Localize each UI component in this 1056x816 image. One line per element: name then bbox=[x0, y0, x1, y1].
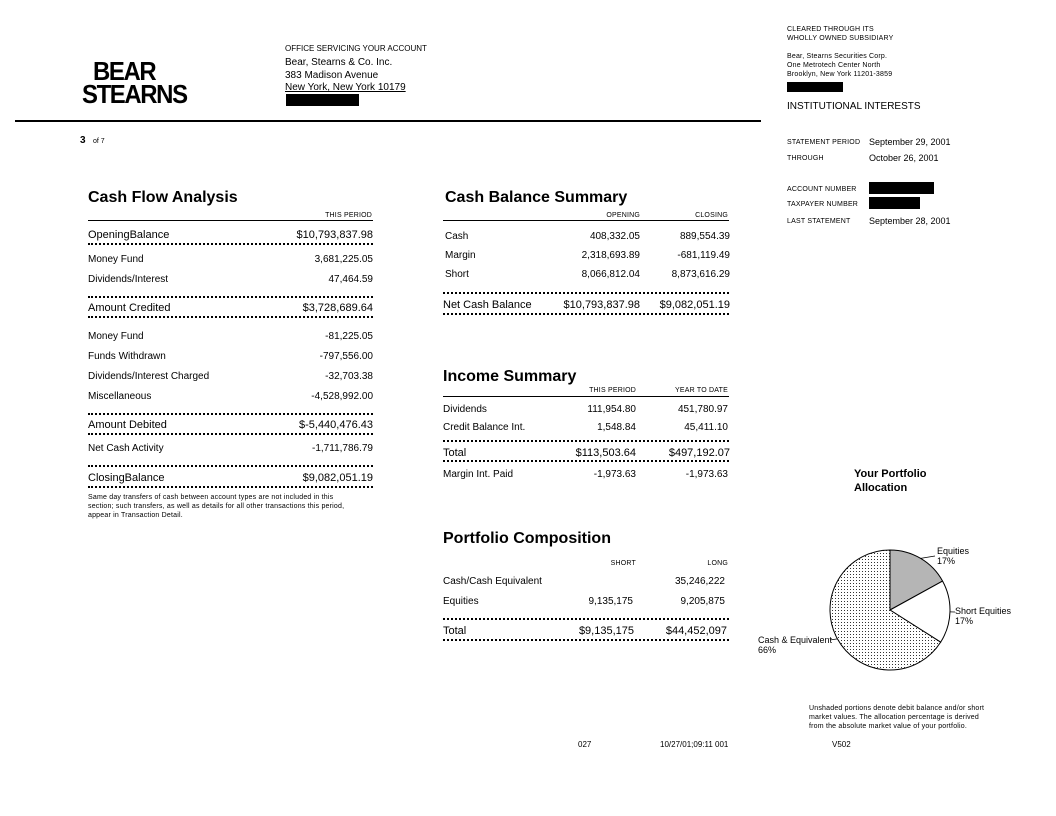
office-heading: OFFICE SERVICING YOUR ACCOUNT bbox=[285, 44, 427, 53]
page-current: 3 bbox=[80, 135, 86, 146]
clearing-name: Bear, Stearns Securities Corp. bbox=[787, 53, 888, 60]
pie-leader-line bbox=[921, 556, 935, 558]
cash-flow-value: 3,681,225.05 bbox=[314, 254, 373, 265]
cash-flow-value: -81,225.05 bbox=[325, 331, 373, 342]
portfolio-label: Equities bbox=[443, 596, 479, 607]
office-city: New York, New York 10179 bbox=[285, 82, 406, 93]
through-label: THROUGH bbox=[787, 155, 824, 162]
footer-timestamp: 10/27/01;09:11 001 bbox=[660, 740, 729, 749]
cash-flow-value: -797,556.00 bbox=[319, 351, 373, 362]
income-period: 1,548.84 bbox=[597, 422, 636, 433]
through-value: October 26, 2001 bbox=[869, 153, 939, 163]
cash-flow-label: ClosingBalance bbox=[88, 472, 165, 484]
note-line: Unshaded portions denote debit balance and/or short bbox=[809, 705, 985, 712]
cash-flow-value: 47,464.59 bbox=[328, 274, 373, 285]
portfolio-title: Portfolio Composition bbox=[443, 530, 611, 547]
page-total: of 7 bbox=[93, 138, 105, 145]
cash-flow-label: Amount Debited bbox=[88, 419, 167, 431]
legend-name: Equities bbox=[937, 546, 970, 556]
cash-flow-label: Dividends/Interest bbox=[88, 274, 169, 285]
cash-balance-closing: $9,082,051.19 bbox=[659, 299, 730, 311]
income-label: Margin Int. Paid bbox=[443, 469, 514, 480]
note-line: from the absolute market value of your portfolio. bbox=[809, 723, 968, 730]
income-col-ytd: YEAR TO DATE bbox=[675, 387, 728, 394]
cash-balance-title: Cash Balance Summary bbox=[445, 189, 628, 206]
allocation-title-line: Your Portfolio bbox=[854, 468, 927, 480]
last-statement-value: September 28, 2001 bbox=[869, 216, 951, 226]
cash-flow-label: Amount Credited bbox=[88, 302, 171, 314]
last-statement-label: LAST STATEMENT bbox=[787, 218, 851, 225]
cash-balance-opening: 2,318,693.89 bbox=[581, 250, 640, 261]
cash-flow-value: $3,728,689.64 bbox=[302, 302, 373, 314]
cash-flow-label: Dividends/Interest Charged bbox=[88, 371, 210, 382]
cash-balance-label: Margin bbox=[445, 250, 476, 261]
income-ytd: 451,780.97 bbox=[677, 404, 728, 415]
account-number-label: ACCOUNT NUMBER bbox=[787, 186, 857, 193]
allocation-title-line: Allocation bbox=[854, 482, 908, 494]
cash-flow-value: -4,528,992.00 bbox=[311, 391, 373, 402]
taxpayer-number-label: TAXPAYER NUMBER bbox=[787, 201, 859, 208]
cash-balance-closing: 889,554.39 bbox=[679, 231, 730, 242]
income-col-period: THIS PERIOD bbox=[589, 387, 636, 394]
clearing-line-2: WHOLLY OWNED SUBSIDIARY bbox=[787, 35, 894, 42]
cash-balance-closing: -681,119.49 bbox=[677, 250, 730, 261]
income-title: Income Summary bbox=[443, 368, 577, 385]
cash-flow-label: Miscellaneous bbox=[88, 391, 152, 402]
income-period: 111,954.80 bbox=[587, 404, 636, 415]
cash-flow-title: Cash Flow Analysis bbox=[88, 189, 238, 206]
legend-cash-equivalent bbox=[758, 635, 832, 655]
income-ytd: -1,973.63 bbox=[685, 469, 728, 480]
cash-balance-label: Net Cash Balance bbox=[443, 299, 532, 311]
office-name: Bear, Stearns & Co. Inc. bbox=[285, 57, 393, 68]
cash-flow-value: -32,703.38 bbox=[325, 371, 373, 382]
legend-name: Short Equities bbox=[955, 606, 1012, 616]
income-label: Credit Balance Int. bbox=[443, 422, 526, 433]
cash-flow-value: -1,711,786.79 bbox=[312, 443, 373, 454]
cash-balance-closing: 8,873,616.29 bbox=[671, 269, 730, 280]
footer-code: 027 bbox=[578, 740, 592, 749]
account-type: INSTITUTIONAL INTERESTS bbox=[787, 101, 921, 112]
cash-flow-label: Money Fund bbox=[88, 331, 144, 342]
income-period: $113,503.64 bbox=[575, 447, 636, 459]
cash-balance-label: Short bbox=[445, 269, 469, 280]
portfolio-long: 35,246,222 bbox=[674, 576, 725, 587]
footer-version: V502 bbox=[832, 740, 851, 749]
clearing-city: Brooklyn, New York 11201-3859 bbox=[787, 71, 893, 78]
office-street: 383 Madison Avenue bbox=[285, 70, 379, 81]
cash-flow-label: Net Cash Activity bbox=[88, 443, 164, 454]
portfolio-short: 9,135,175 bbox=[588, 596, 633, 607]
logo-line-1: BEAR bbox=[93, 56, 156, 86]
cash-balance-col-opening: OPENING bbox=[606, 212, 640, 219]
portfolio-col-long: LONG bbox=[707, 560, 728, 567]
cash-balance-col-closing: CLOSING bbox=[695, 212, 728, 219]
cash-balance-opening: $10,793,837.98 bbox=[563, 299, 640, 311]
income-label: Total bbox=[443, 447, 467, 459]
cash-flow-label: Money Fund bbox=[88, 254, 144, 265]
legend-name: Cash & Equivalent bbox=[758, 635, 833, 645]
cash-balance-label: Cash bbox=[445, 231, 469, 242]
legend-short-equities bbox=[955, 606, 1011, 626]
cash-flow-label: Funds Withdrawn bbox=[88, 351, 166, 362]
portfolio-label: Cash/Cash Equivalent bbox=[443, 576, 542, 587]
income-label: Dividends bbox=[443, 404, 487, 415]
note-line: appear in Transaction Detail. bbox=[88, 512, 183, 519]
cash-flow-col-header: THIS PERIOD bbox=[325, 212, 372, 219]
cash-balance-opening: 408,332.05 bbox=[589, 231, 640, 242]
note-line: Same day transfers of cash between account types are not included in this bbox=[88, 494, 334, 501]
note-line: market values. The allocation percentage is derived bbox=[809, 714, 979, 721]
portfolio-long: 9,205,875 bbox=[680, 596, 725, 607]
income-period: -1,973.63 bbox=[593, 469, 636, 480]
cash-flow-value: $-5,440,476.43 bbox=[298, 419, 373, 431]
portfolio-label: Total bbox=[443, 625, 467, 637]
logo-line-2: STEARNS bbox=[82, 79, 187, 109]
statement-period-label: STATEMENT PERIOD bbox=[787, 139, 861, 146]
cash-balance-opening: 8,066,812.04 bbox=[581, 269, 640, 280]
cash-flow-value: $9,082,051.19 bbox=[302, 472, 373, 484]
clearing-street: One Metrotech Center North bbox=[787, 62, 881, 69]
note-line: section; such transfers, as well as details for all other transactions this period, bbox=[88, 503, 345, 510]
statement-period-value: September 29, 2001 bbox=[869, 137, 951, 147]
cash-flow-value: $10,793,837.98 bbox=[296, 229, 373, 241]
clearing-line-1: CLEARED THROUGH ITS bbox=[787, 26, 874, 33]
legend-percent: 17% bbox=[937, 556, 956, 566]
portfolio-col-short: SHORT bbox=[610, 560, 636, 567]
legend-percent: 17% bbox=[955, 616, 974, 626]
legend-equities bbox=[937, 546, 969, 566]
legend-percent: 66% bbox=[758, 645, 777, 655]
allocation-note bbox=[809, 704, 999, 731]
cash-flow-label: OpeningBalance bbox=[88, 229, 170, 241]
income-ytd: $497,192.07 bbox=[668, 447, 730, 459]
portfolio-short: $9,135,175 bbox=[578, 625, 634, 637]
portfolio-long: $44,452,097 bbox=[665, 625, 727, 637]
income-ytd: 45,411.10 bbox=[684, 422, 728, 433]
